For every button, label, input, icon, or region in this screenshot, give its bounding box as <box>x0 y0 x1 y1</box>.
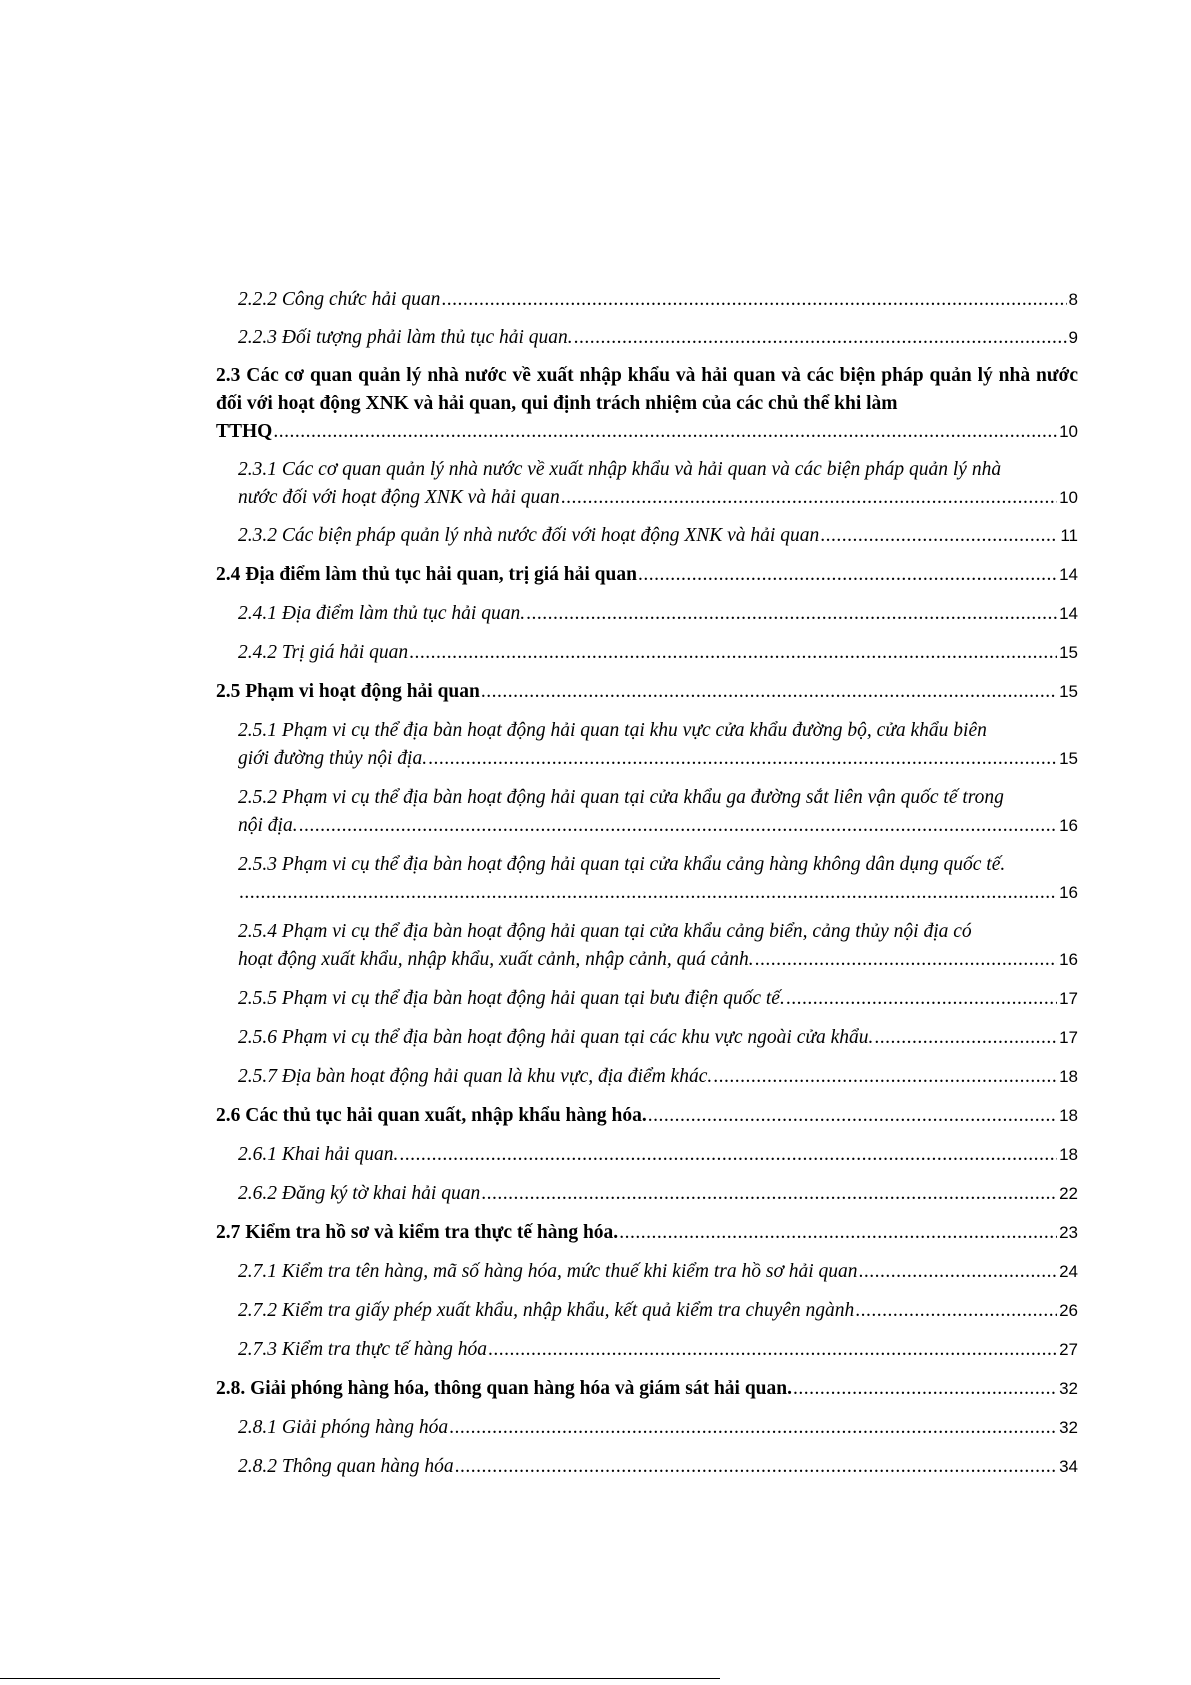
dot-leader <box>449 1414 1057 1442</box>
toc-page-number: 15 <box>1059 643 1078 662</box>
dot-leader <box>481 678 1057 706</box>
toc-section-entry[interactable] <box>216 1102 1078 1130</box>
toc-entry-row <box>238 639 1078 667</box>
toc-page-number: 24 <box>1059 1262 1078 1281</box>
toc-subsection-entry[interactable] <box>216 324 1078 352</box>
toc-page-number: 17 <box>1059 989 1078 1008</box>
toc-subsection-entry[interactable] <box>216 639 1078 667</box>
toc-page-number: 18 <box>1059 1106 1078 1125</box>
toc-entry-title: 2.7 Kiểm tra hồ sơ và kiểm tra thực tế hàng hóa. <box>216 1222 619 1243</box>
toc-subsection-entry[interactable] <box>216 522 1078 550</box>
toc-entry-title: 2.2.3 Đối tượng phải làm thủ tục hải quan. <box>238 327 573 348</box>
toc-entry-row <box>238 1297 1078 1325</box>
dot-leader <box>638 561 1057 589</box>
toc-entry-row <box>238 985 1078 1013</box>
toc-page-number: 15 <box>1059 749 1078 768</box>
toc-entry-title-start: 2.3 Các cơ quan quản lý nhà nước về xuất nhập khẩu và hải quan và các biện pháp quản lý nhà nước đối với hoạt động XNK và hải quan, qui định trách nhiệm của các chủ thể khi làm <box>216 365 1078 414</box>
toc-entry-row <box>238 600 1078 628</box>
toc-entry-row <box>238 1258 1078 1286</box>
dot-leader <box>619 1219 1057 1247</box>
toc-page-number: 16 <box>1059 950 1078 969</box>
dot-leader <box>561 484 1057 512</box>
dot-leader <box>455 1453 1057 1481</box>
dot-leader <box>299 812 1057 840</box>
toc-entry-title-start: 2.3.1 Các cơ quan quản lý nhà nước về xuất nhập khẩu và hải quan và các biện pháp quản lý nhà <box>238 459 1002 480</box>
toc-entry-row <box>238 1024 1078 1052</box>
dot-leader <box>874 1024 1057 1052</box>
toc-section-entry[interactable] <box>216 362 1078 446</box>
toc-entry-title: 2.5.7 Địa bàn hoạt động hải quan là khu vực, địa điểm khác. <box>238 1066 713 1087</box>
toc-entry-title: 2.2.2 Công chức hải quan <box>238 289 441 310</box>
table-of-contents <box>216 286 1078 1481</box>
dot-leader <box>574 324 1067 352</box>
toc-subsection-entry[interactable] <box>216 918 1078 974</box>
toc-entry-title: 2.5.5 Phạm vi cụ thể địa bàn hoạt động hải quan tại bưu điện quốc tế. <box>238 988 785 1009</box>
toc-entry-title: 2.7.1 Kiểm tra tên hàng, mã số hàng hóa, mức thuế khi kiểm tra hồ sơ hải quan <box>238 1261 858 1282</box>
toc-entry-row <box>238 1180 1078 1208</box>
toc-page-number: 16 <box>1059 816 1078 835</box>
toc-entry-title: 2.4 Địa điểm làm thủ tục hải quan, trị giá hải quan <box>216 564 637 585</box>
toc-subsection-entry[interactable] <box>216 717 1078 773</box>
toc-entry-row <box>238 812 1078 840</box>
toc-subsection-entry[interactable] <box>216 1453 1078 1481</box>
toc-entry-row <box>216 1375 1078 1403</box>
dot-leader <box>755 946 1057 974</box>
toc-page-number: 14 <box>1059 604 1078 623</box>
toc-entry-title: 2.5 Phạm vi hoạt động hải quan <box>216 681 480 702</box>
toc-entry-row <box>238 946 1078 974</box>
toc-entry-row <box>238 1414 1078 1442</box>
toc-entry-row <box>238 879 1078 907</box>
toc-entry-row <box>216 418 1078 446</box>
toc-entry-row <box>238 1453 1078 1481</box>
toc-entry-row <box>238 1336 1078 1364</box>
toc-page-number: 10 <box>1059 422 1078 441</box>
toc-page-number: 17 <box>1059 1028 1078 1047</box>
toc-entry-title: 2.4.2 Trị giá hải quan <box>238 642 409 663</box>
toc-entry-row <box>216 1219 1078 1247</box>
toc-subsection-entry[interactable] <box>216 456 1078 512</box>
dot-leader <box>820 522 1058 550</box>
dot-leader <box>713 1063 1057 1091</box>
toc-entry-title: 2.5.6 Phạm vi cụ thể địa bàn hoạt động hải quan tại các khu vực ngoài cửa khẩu. <box>238 1027 874 1048</box>
toc-entry-row <box>238 324 1078 352</box>
toc-page-number: 14 <box>1059 565 1078 584</box>
toc-entry-title-start: 2.5.2 Phạm vi cụ thể địa bàn hoạt động hải quan tại cửa khẩu ga đường sắt liên vận quốc tế trong <box>238 787 1004 808</box>
toc-subsection-entry[interactable] <box>216 784 1078 840</box>
dot-leader <box>428 745 1057 773</box>
toc-entry-title-start: 2.5.3 Phạm vi cụ thể địa bàn hoạt động hải quan tại cửa khẩu cảng hàng không dân dụng quốc tế. <box>238 854 1006 875</box>
toc-entry-title: 2.7.2 Kiểm tra giấy phép xuất khẩu, nhập khẩu, kết quả kiểm tra chuyên ngành <box>238 1300 855 1321</box>
toc-subsection-entry[interactable] <box>216 851 1078 907</box>
toc-section-entry[interactable] <box>216 678 1078 706</box>
toc-page-number: 32 <box>1059 1418 1078 1437</box>
toc-page-number: 11 <box>1060 526 1078 545</box>
toc-subsection-entry[interactable] <box>216 600 1078 628</box>
toc-subsection-entry[interactable] <box>216 985 1078 1013</box>
toc-subsection-entry[interactable] <box>216 1024 1078 1052</box>
dot-leader <box>399 1141 1057 1169</box>
toc-page-number: 10 <box>1059 488 1078 507</box>
toc-entry-title: hoạt động xuất khẩu, nhập khẩu, xuất cảnh, nhập cảnh, quá cảnh. <box>238 949 754 970</box>
toc-section-entry[interactable] <box>216 1375 1078 1403</box>
toc-entry-title: 2.3.2 Các biện pháp quản lý nhà nước đối với hoạt động XNK và hải quan <box>238 525 820 546</box>
toc-page-number: 32 <box>1059 1379 1078 1398</box>
toc-entry-title: 2.8.1 Giải phóng hàng hóa <box>238 1417 449 1438</box>
toc-entry-title: 2.4.1 Địa điểm làm thủ tục hải quan. <box>238 603 526 624</box>
toc-page-number: 8 <box>1068 290 1078 309</box>
toc-entry-row <box>238 484 1078 512</box>
toc-entry-title: 2.7.3 Kiểm tra thực tế hàng hóa <box>238 1339 487 1360</box>
toc-page-number: 23 <box>1059 1223 1078 1242</box>
toc-subsection-entry[interactable] <box>216 1180 1078 1208</box>
toc-entry-row <box>238 522 1078 550</box>
toc-subsection-entry[interactable] <box>216 1258 1078 1286</box>
toc-subsection-entry[interactable] <box>216 286 1078 314</box>
toc-page-number: 9 <box>1068 328 1078 347</box>
toc-entry-title: nước đối với hoạt động XNK và hải quan <box>238 487 560 508</box>
toc-section-entry[interactable] <box>216 561 1078 589</box>
toc-page-number: 18 <box>1059 1145 1078 1164</box>
toc-page-number: 26 <box>1059 1301 1078 1320</box>
toc-page-number: 18 <box>1059 1067 1078 1086</box>
dot-leader <box>481 1180 1057 1208</box>
dot-leader <box>786 985 1057 1013</box>
toc-subsection-entry[interactable] <box>216 1297 1078 1325</box>
dot-leader <box>793 1375 1057 1403</box>
toc-entry-row <box>238 1141 1078 1169</box>
toc-entry-title: 2.6.1 Khai hải quan. <box>238 1144 399 1165</box>
toc-page-number: 22 <box>1059 1184 1078 1203</box>
dot-leader <box>239 879 1057 907</box>
toc-subsection-entry[interactable] <box>216 1141 1078 1169</box>
toc-entry-title-start: 2.5.4 Phạm vi cụ thể địa bàn hoạt động hải quan tại cửa khẩu cảng biển, cảng thủy nội địa có <box>238 921 972 942</box>
toc-entry-row <box>216 1102 1078 1130</box>
toc-entry-title: 2.6 Các thủ tục hải quan xuất, nhập khẩu hàng hóa. <box>216 1105 647 1126</box>
dot-leader <box>488 1336 1057 1364</box>
dot-leader <box>648 1102 1057 1130</box>
toc-entry-row <box>238 1063 1078 1091</box>
toc-entry-title: giới đường thủy nội địa. <box>238 748 428 769</box>
dot-leader <box>409 639 1057 667</box>
toc-entry-title: nội địa. <box>238 815 298 836</box>
toc-page-number: 16 <box>1059 883 1078 902</box>
toc-subsection-entry[interactable] <box>216 1063 1078 1091</box>
footer-rule <box>0 1678 720 1679</box>
toc-entry-row <box>238 286 1078 314</box>
toc-page-number: 15 <box>1059 682 1078 701</box>
dot-leader <box>859 1258 1058 1286</box>
dot-leader <box>441 286 1066 314</box>
toc-page-number: 27 <box>1059 1340 1078 1359</box>
dot-leader <box>855 1297 1057 1325</box>
toc-subsection-entry[interactable] <box>216 1414 1078 1442</box>
toc-entry-row <box>216 561 1078 589</box>
dot-leader <box>273 418 1057 446</box>
toc-entry-title: TTHQ <box>216 421 273 442</box>
toc-entry-title-start: 2.5.1 Phạm vi cụ thể địa bàn hoạt động hải quan tại khu vực cửa khẩu đường bộ, cửa khẩu biên <box>238 720 987 741</box>
toc-entry-title: 2.8.2 Thông quan hàng hóa <box>238 1456 454 1477</box>
toc-entry-title: 2.6.2 Đăng ký tờ khai hải quan <box>238 1183 481 1204</box>
toc-page-number: 34 <box>1059 1457 1078 1476</box>
toc-subsection-entry[interactable] <box>216 1336 1078 1364</box>
toc-entry-row <box>238 745 1078 773</box>
dot-leader <box>526 600 1057 628</box>
toc-section-entry[interactable] <box>216 1219 1078 1247</box>
toc-entry-row <box>216 678 1078 706</box>
toc-entry-title: 2.8. Giải phóng hàng hóa, thông quan hàng hóa và giám sát hải quan. <box>216 1378 792 1399</box>
